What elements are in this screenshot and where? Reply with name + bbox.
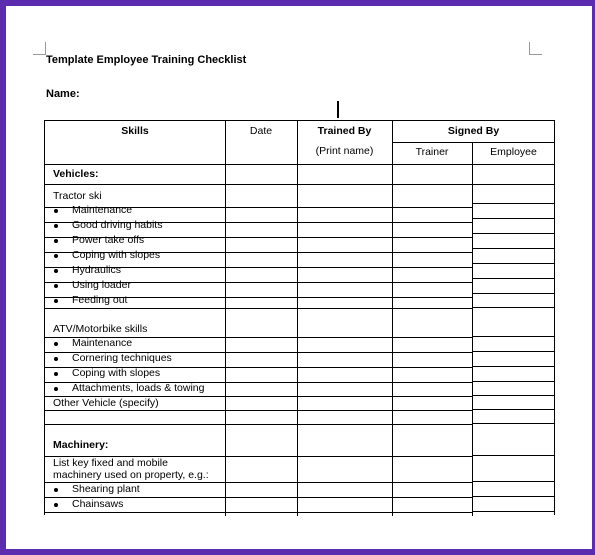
row-line	[472, 455, 555, 456]
machinery-intro-line2: machinery used on property, e.g.:	[53, 469, 209, 481]
list-item: Attachments, loads & towing	[72, 382, 205, 394]
row-line	[472, 248, 555, 249]
row-line	[45, 308, 472, 309]
header-bottom-line	[45, 164, 555, 165]
bullet-icon	[54, 357, 58, 361]
row-line	[472, 481, 555, 482]
row-line	[472, 423, 555, 424]
machinery-heading: Machinery:	[53, 439, 109, 451]
name-label[interactable]: Name:	[46, 88, 80, 100]
row-line	[472, 278, 555, 279]
bullet-icon	[54, 299, 58, 303]
row-line	[472, 409, 555, 410]
row-line	[45, 184, 472, 185]
bullet-icon	[54, 224, 58, 228]
list-item: Coping with slopes	[72, 367, 161, 379]
bullet-icon	[54, 269, 58, 273]
bullet-icon	[54, 488, 58, 492]
bullet-icon	[54, 387, 58, 391]
atv-label: ATV/Motorbike skills	[53, 323, 148, 335]
row-line	[472, 307, 555, 308]
row-line	[472, 336, 555, 337]
row-line	[45, 410, 472, 411]
bullet-icon	[54, 284, 58, 288]
list-item: Cornering techniques	[72, 352, 172, 364]
list-item: Hydraulics	[72, 264, 122, 276]
row-line	[45, 512, 472, 513]
row-line	[472, 351, 555, 352]
list-item: Shearing plant	[72, 483, 140, 495]
row-line	[472, 395, 555, 396]
bullet-icon	[54, 254, 58, 258]
row-line	[472, 511, 555, 512]
row-line	[472, 203, 555, 204]
list-item: Using loader	[72, 279, 131, 291]
row-line	[472, 366, 555, 367]
bullet-icon	[54, 209, 58, 213]
list-item: Good driving habits	[72, 219, 163, 231]
col-divider-trainer-employee	[472, 142, 473, 516]
row-line	[472, 263, 555, 264]
row-line	[45, 424, 472, 425]
header-trainer: Trainer	[415, 146, 449, 158]
row-line	[472, 233, 555, 234]
list-item: Maintenance	[72, 337, 133, 349]
list-item: Coping with slopes	[72, 249, 161, 261]
other-vehicle-label: Other Vehicle (specify)	[53, 397, 159, 409]
signed-by-divider	[392, 142, 555, 143]
row-line	[472, 184, 555, 185]
machinery-intro-line1: List key fixed and mobile	[53, 457, 168, 469]
bullet-icon	[54, 372, 58, 376]
training-checklist-table	[44, 120, 555, 515]
header-signed-by: Signed By	[447, 125, 500, 137]
bullet-icon	[54, 239, 58, 243]
list-item: Power take offs	[72, 234, 145, 246]
header-employee: Employee	[490, 146, 537, 158]
list-item: Maintenance	[72, 204, 133, 216]
row-line	[472, 293, 555, 294]
text-cursor	[337, 101, 339, 118]
header-trained-by: Trained By	[317, 125, 372, 137]
row-line	[472, 496, 555, 497]
header-skills: Skills	[121, 125, 149, 137]
bullet-icon	[54, 342, 58, 346]
vehicles-heading: Vehicles:	[53, 168, 99, 180]
document-title: Template Employee Training Checklist	[46, 54, 247, 66]
list-item: Chainsaws	[72, 498, 124, 510]
tractor-label: Tractor ski	[53, 190, 102, 202]
header-date: Date	[249, 125, 273, 137]
row-line	[472, 381, 555, 382]
bullet-icon	[54, 503, 58, 507]
list-item: Feeding out	[72, 294, 128, 306]
header-print-name: (Print name)	[315, 145, 374, 157]
margin-corner-top-left	[33, 42, 46, 55]
margin-corner-top-right	[529, 42, 542, 55]
row-line	[472, 218, 555, 219]
